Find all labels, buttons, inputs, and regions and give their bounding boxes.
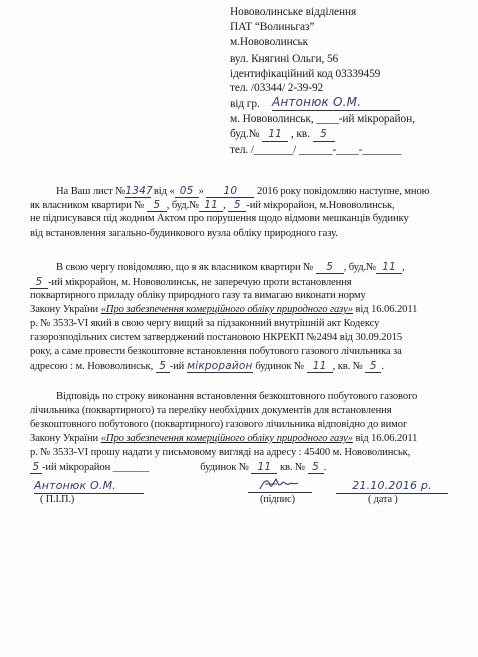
sign-date: 21.10.2016 р. bbox=[352, 479, 432, 492]
para1-line-4: від встановлення загально-будинкового вузла обліку природного газу. bbox=[30, 228, 338, 239]
para1-year: 2016 року повідомляю наступне, мною bbox=[257, 186, 430, 197]
para1-line-1 bbox=[56, 185, 429, 198]
para2-micro: 5 bbox=[30, 276, 48, 289]
sign-date-line bbox=[336, 480, 448, 494]
para1-lead: На Ваш лист № bbox=[56, 186, 126, 197]
house-number: 11 bbox=[262, 128, 288, 142]
para2-line-7: року, а саме провести безкоштовне встановлення побутового газового лічильника за bbox=[30, 346, 402, 357]
sender-phone: тел. /_______/ ______-____-_______ bbox=[230, 144, 402, 156]
para3-house: 11 bbox=[251, 461, 277, 474]
para2-line-6: газорозподільних систем затверджений постановою НКРЕКП №2494 від 30.09.2015 bbox=[30, 332, 403, 343]
sender-house-line bbox=[230, 128, 335, 142]
para3-law-prefix: Закону України bbox=[30, 433, 99, 444]
para3-law-date: від 16.06.2011 bbox=[355, 433, 418, 444]
para2-address-dot: . bbox=[381, 361, 384, 372]
sign-date-label: ( дата ) bbox=[368, 494, 398, 505]
para3-line-5: р. № 3533-VI прошу надати у письмовому вигляді на адресу : 45400 м. Нововолинськ, bbox=[30, 447, 411, 458]
para1-apt-prefix: як власником квартири № bbox=[30, 200, 145, 211]
org-line-1: Нововолинське відділення bbox=[230, 6, 357, 18]
para3-house-prefix: будинок № bbox=[200, 462, 249, 473]
org-phone: тел. /03344/ 2-39-92 bbox=[230, 82, 324, 94]
house-prefix: буд.№ bbox=[230, 128, 260, 140]
para3-law-title: «Про забезпечення комерційного обліку природного газу» bbox=[100, 433, 353, 444]
para2-bud-prefix: , буд.№ bbox=[343, 262, 377, 273]
para2-address-apt: 5 bbox=[365, 360, 381, 373]
para3-line-3: безкоштовного побутового (поквартирного) газового лічильника відповідно до вимог bbox=[30, 419, 408, 430]
para1-micro: 5 bbox=[228, 199, 246, 212]
para1-from: від « bbox=[153, 186, 175, 197]
para2-apt: 5 bbox=[316, 261, 344, 274]
para1-micro-rest: -ий мікрорайон, м.Нововолинськ, bbox=[246, 200, 395, 211]
para2-law-prefix: Закону України bbox=[30, 304, 99, 315]
para3-dot: . bbox=[323, 462, 327, 473]
letter-number: 1347 bbox=[125, 185, 153, 197]
para2-l1-text: В свою чергу повідомляю, що я як власником квартири № bbox=[56, 262, 314, 273]
para1-comma: , bbox=[223, 200, 226, 211]
para3-line-4 bbox=[30, 433, 417, 445]
para2-address-prefix: адресою : м. Нововолинськ, bbox=[30, 361, 154, 372]
para2-law-date: від 16.06.2011 bbox=[355, 304, 418, 315]
para2-line-1 bbox=[56, 261, 405, 274]
apt-prefix: , кв. bbox=[290, 128, 310, 140]
signer-name-line bbox=[34, 480, 144, 494]
sender-prefix: від гр. bbox=[230, 98, 260, 110]
para2-comma: , bbox=[402, 262, 405, 273]
para1-line-2 bbox=[30, 199, 395, 212]
sender-name: Антонюк О.М. bbox=[272, 95, 362, 109]
letter-month: 10 bbox=[206, 185, 254, 198]
apt-number: 5 bbox=[313, 128, 335, 142]
para3-apt-prefix: кв. № bbox=[279, 462, 306, 473]
signature-image bbox=[248, 476, 312, 493]
para3-line-6 bbox=[30, 461, 326, 474]
para1-quote: » bbox=[198, 186, 204, 197]
para2-line-3: поквартирного приладу обліку природного газу та вимагаю виконати норму bbox=[30, 290, 366, 301]
para3-line-2: лічильника (поквартирного) та переліку необхідних документів для встановлення bbox=[30, 405, 392, 416]
para1-line-3: не підписувався під жодним Актом про порушення щодо відмови мешканців будинку bbox=[30, 213, 409, 224]
para3-apt: 5 bbox=[308, 461, 324, 474]
org-line-2: ПАТ “Волиньгаз” bbox=[230, 21, 315, 33]
signature-label: (підпис) bbox=[260, 494, 295, 505]
signer-name: Антонюк О.М. bbox=[34, 479, 116, 492]
para1-apt: 5 bbox=[147, 199, 167, 212]
sender-name-line bbox=[272, 96, 400, 111]
org-street: вул. Княгині Ольги, 56 bbox=[230, 53, 339, 65]
para2-line-8 bbox=[30, 360, 384, 373]
para2-address-house: 11 bbox=[307, 360, 333, 373]
para2-bud: 11 bbox=[376, 261, 402, 274]
para1-bud: 11 bbox=[199, 199, 223, 212]
para2-l2-text: -ий мікрорайон, м. Нововолинськ, не заперечую проти встановлення bbox=[48, 277, 352, 288]
para3-line-1: Відповідь по строку виконання встановлення безкоштовного побутового газового bbox=[56, 391, 418, 402]
para1-bud-prefix: , буд.№ bbox=[166, 200, 200, 211]
letter-day: 05 bbox=[175, 185, 199, 198]
signer-name-label: ( П.І.П.) bbox=[40, 494, 75, 505]
para2-line-5: р. № 3533-VI який в свою чергу вищий за підзаконний внутрішній акт Кодексу bbox=[30, 318, 380, 329]
para2-address-apt-prefix: , кв. № bbox=[332, 361, 363, 372]
sender-address: м. Нововолинськ, ____-ий мікрорайон, bbox=[230, 113, 415, 125]
para2-line-4 bbox=[30, 304, 417, 316]
para2-address-micro: 5 bbox=[156, 360, 170, 373]
org-city: м.Нововолинськ bbox=[230, 36, 309, 48]
para3-micro-text: -ий мікрорайон _______ bbox=[42, 462, 150, 473]
para2-address-ij: -ий bbox=[169, 361, 185, 372]
para3-micro: 5 bbox=[30, 461, 42, 474]
handwritten-signature-icon bbox=[248, 476, 312, 492]
para2-law-title: «Про забезпечення комерційного обліку природного газу» bbox=[100, 304, 353, 315]
para2-address-word: мікрорайон bbox=[187, 360, 253, 372]
para2-address-house-prefix: будинок № bbox=[255, 361, 305, 372]
org-code: ідентифікаційний код 03339459 bbox=[230, 68, 381, 80]
para2-line-2 bbox=[30, 276, 352, 289]
